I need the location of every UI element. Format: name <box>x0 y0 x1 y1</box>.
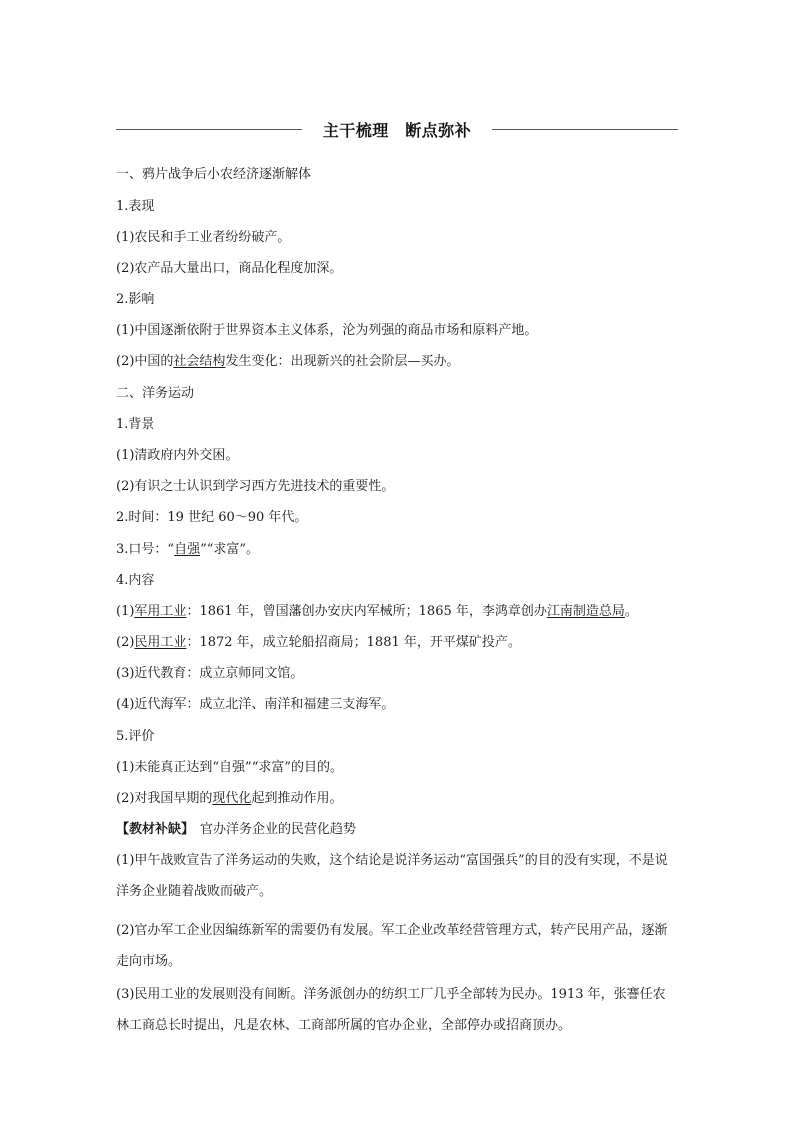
item-2-4-2 <box>116 634 521 652</box>
text-part: (1) <box>116 604 135 619</box>
text-part: 3.口号：“ <box>116 542 175 557</box>
section-title: 主干梳理 断点弥补 <box>322 121 472 140</box>
supplement-paragraph-3: (3)民用工业的发展则没有间断。洋务派创办的纺织工厂几乎全部转为民办。1913 年，张謇任农林工商总长时提出，凡是农林、工商部所属的官办企业，全部停办或招商顶办。 <box>116 987 666 1033</box>
underlined-term: 自强 <box>174 542 201 557</box>
item-2-4-4: (4)近代海军：成立北洋、南洋和福建三支海军。 <box>116 697 395 712</box>
text-part: (2)对我国早期的 <box>116 791 213 806</box>
subheading-2-1: 1.背景 <box>116 417 155 432</box>
underlined-term: 现代化 <box>212 791 252 806</box>
subheading-2-2: 2.时间：19 世纪 60～90 年代。 <box>116 510 308 525</box>
text-part: 起到推动作用。 <box>251 791 343 806</box>
item-2-4-1 <box>116 603 638 621</box>
item-2-4-3: (3)近代教育：成立京师同文馆。 <box>116 666 304 681</box>
subheading-2-5: 5.评价 <box>116 729 155 744</box>
text-part: ：1861 年，曾国藩创办安庆内军械所；1865 年，李鸿章创办 <box>186 604 547 619</box>
supplement-heading <box>116 821 356 839</box>
item-2-1-1: (1)清政府内外交困。 <box>116 448 239 463</box>
supplement-tag: 【教材补缺】 <box>116 822 195 837</box>
supplement-paragraph-1: (1)甲午战败宣告了洋务运动的失败，这个结论是说洋务运动“富国强兵”的目的没有实现，不是说洋务企业随着战败而破产。 <box>116 853 668 899</box>
subheading-1-1: 1.表现 <box>116 199 155 214</box>
item-1-2-2 <box>116 353 459 371</box>
item-2-1-2: (2)有识之士认识到学习西方先进技术的重要性。 <box>116 479 395 494</box>
item-2-5-1: (1)未能真正达到“自强”“求富”的目的。 <box>116 760 343 775</box>
underlined-term: 社会结构 <box>173 354 226 369</box>
heading-2: 二、洋务运动 <box>116 386 195 401</box>
underlined-term: 民用工业 <box>134 635 187 650</box>
item-2-5-2 <box>116 790 342 808</box>
subheading-2-4: 4.内容 <box>116 573 155 588</box>
underlined-term: 军用工业 <box>134 604 187 619</box>
supplement-paragraph-2: (2)官办军工企业因编练新军的需要仍有发展。军工企业改革经营管理方式，转产民用产品，逐渐走向市场。 <box>116 923 668 969</box>
text-part: ”“求富”。 <box>200 542 260 557</box>
item-1-2-1: (1)中国逐渐依附于世界资本主义体系，沦为列强的商品市场和原料产地。 <box>116 323 538 338</box>
supplement-title: 官办洋务企业的民营化趋势 <box>200 822 357 837</box>
underlined-term: 江南制造总局 <box>546 604 625 619</box>
section-header <box>116 116 678 144</box>
subheading-2-3 <box>116 541 259 559</box>
item-1-1-2: (2)农产品大量出口，商品化程度加深。 <box>116 261 343 276</box>
text-part: 。 <box>624 604 638 619</box>
text-part: 发生变化：出现新兴的社会阶层—买办。 <box>225 354 460 369</box>
text-part: (2)中国的 <box>116 354 174 369</box>
header-rule-right <box>492 129 678 130</box>
heading-1: 一、鸦片战争后小农经济逐渐解体 <box>116 167 312 182</box>
subheading-1-2: 2.影响 <box>116 292 155 307</box>
text-part: ：1872 年，成立轮船招商局；1881 年，开平煤矿投产。 <box>186 635 521 650</box>
text-part: (2) <box>116 635 135 650</box>
item-1-1-1: (1)农民和手工业者纷纷破产。 <box>116 230 291 245</box>
